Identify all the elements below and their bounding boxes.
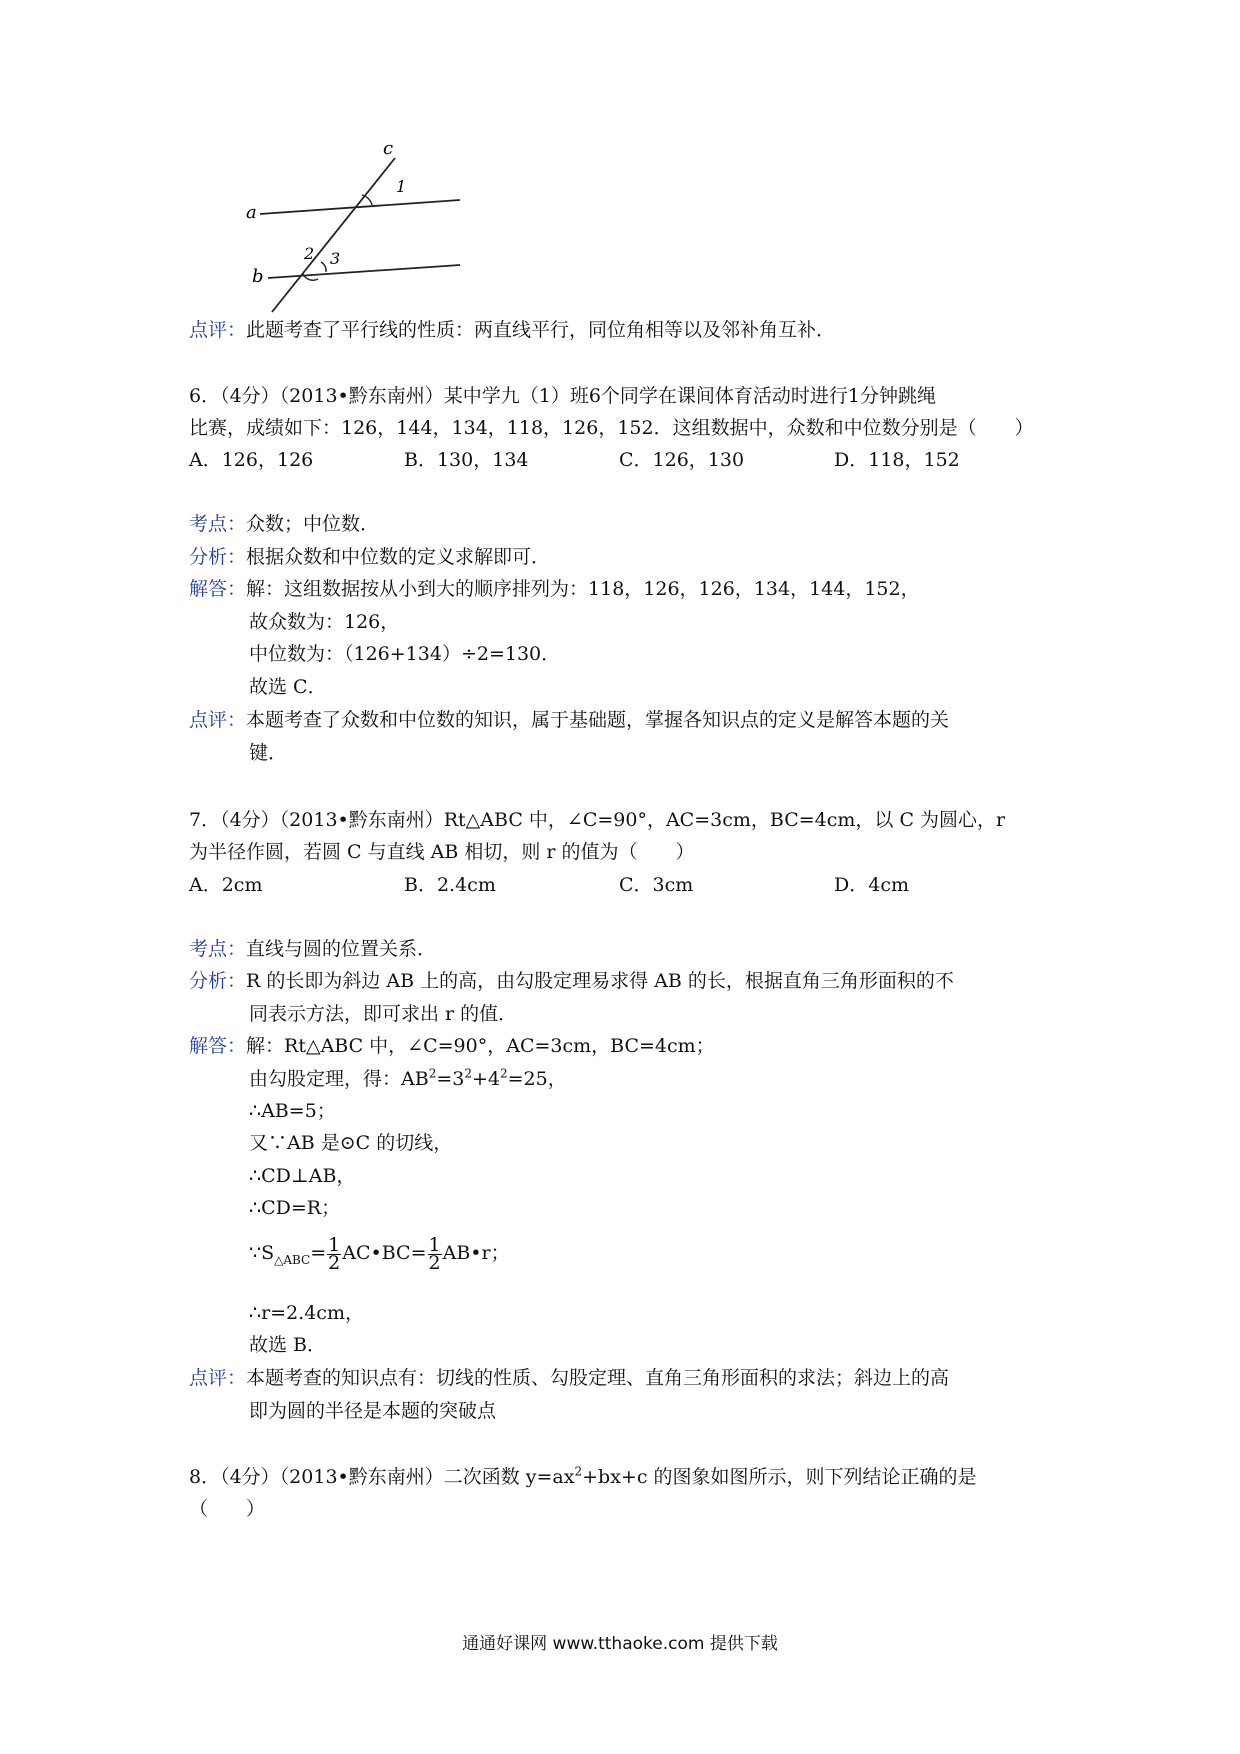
q6-dianping-line2: 键．	[249, 742, 288, 764]
line-c	[272, 158, 395, 312]
q8-stem-line2: （ ）	[189, 1498, 266, 1520]
q7-dianping-line1	[189, 1364, 949, 1392]
q6-fenxi-text: 根据众数和中位数的定义求解即可．	[246, 546, 551, 568]
q6-jieda-line2: 故众数为：126，	[249, 611, 400, 633]
q6-jieda-line3: 中位数为：（126+134）÷2=130．	[249, 643, 561, 665]
q7-jieda-line7	[249, 1233, 510, 1273]
q7-pythag-exp3: 2	[500, 1066, 508, 1081]
q6-dianping-label: 点评：	[189, 709, 247, 731]
q7-pythag-exp1: 2	[428, 1066, 437, 1081]
q7-fenxi-line2: 同表示方法，即可求出 r 的值．	[249, 1003, 518, 1025]
q7-stem-line1: 7．（4分）（2013•黔东南州）Rt△ABC 中，∠C=90°，AC=3cm，BC=4cm，以 C 为圆心，r	[189, 809, 1006, 831]
q6-option-c: C．126，130	[619, 449, 745, 471]
q7-pythag-text-d: =25，	[507, 1068, 567, 1090]
q7-option-d: D．4cm	[834, 874, 909, 896]
label-angle-2: 2	[304, 244, 315, 263]
q7-kaodian	[189, 935, 436, 963]
q7-fraction-2-num: 1	[428, 1233, 441, 1256]
q7-pythag-text-b: =3	[436, 1068, 465, 1090]
q7-jieda-line8: ∴r=2.4cm，	[249, 1302, 364, 1324]
q6-stem-line1: 6．（4分）（2013•黔东南州）某中学九（1）班6个同学在课间体育活动时进行1分钟跳绳	[189, 385, 937, 407]
q8-stem-line1	[189, 1463, 977, 1491]
q7-dianping-label: 点评：	[189, 1367, 247, 1389]
q7-pythag-text-c: +4	[471, 1068, 500, 1090]
q7-stem-line2: 为半径作圆，若圆 C 与直线 AB 相切，则 r 的值为（ ）	[189, 841, 695, 863]
q7-jieda-line1	[189, 1032, 715, 1060]
label-a: a	[246, 202, 257, 223]
q8-stem-text-b: +bx+c 的图象如图所示，则下列结论正确的是	[582, 1466, 977, 1488]
q7-area-text-b: =	[310, 1242, 327, 1264]
q6-jieda-line4: 故选 C．	[249, 676, 327, 698]
q6-stem-line2: 比赛，成绩如下：126，144，134，118，126，152．这组数据中，众数和中位数分别是（ ）	[189, 417, 1034, 439]
q7-fraction-1	[327, 1233, 341, 1274]
q6-dianping-line1	[189, 706, 949, 734]
q7-jieda-line5: ∴CD⊥AB，	[249, 1165, 356, 1187]
q7-kaodian-label: 考点：	[189, 938, 247, 960]
q6-options	[189, 446, 1049, 474]
q6-kaodian	[189, 510, 379, 538]
parallel-lines-figure	[240, 140, 470, 315]
q7-area-text-c: AC•BC=	[342, 1242, 427, 1264]
q7-area-text-a: ∵S	[249, 1242, 275, 1264]
q5-comment-text: 此题考查了平行线的性质：两直线平行，同位角相等以及邻补角互补．	[246, 319, 836, 341]
q7-area-text-d: AB•r；	[442, 1242, 510, 1264]
q7-fenxi-line1	[189, 967, 954, 995]
q6-fenxi	[189, 543, 550, 571]
q5-comment-label: 点评：	[189, 319, 247, 341]
q7-fraction-2-den: 2	[428, 1251, 441, 1274]
q7-area-subscript: △ABC	[274, 1252, 311, 1267]
q6-fenxi-label: 分析：	[189, 546, 247, 568]
q7-jieda-line3: ∴AB=5；	[249, 1100, 336, 1122]
q6-jieda-line1	[189, 575, 920, 603]
q6-option-a: A．126，126	[189, 449, 314, 471]
q6-option-b: B．130，134	[404, 449, 529, 471]
label-c: c	[383, 140, 394, 159]
q8-stem-text-a: 8．（4分）（2013•黔东南州）二次函数 y=ax	[189, 1466, 575, 1488]
q6-option-d: D．118，152	[834, 449, 960, 471]
q7-fraction-1-den: 2	[328, 1251, 341, 1274]
q7-jieda-line2	[249, 1065, 567, 1093]
q7-kaodian-text: 直线与圆的位置关系．	[246, 938, 437, 960]
q6-jieda-text1: 解：这组数据按从小到大的顺序排列为：118，126，126，134，144，152，	[246, 578, 920, 600]
q7-jieda-line4: 又∵AB 是⊙C 的切线，	[249, 1132, 453, 1154]
label-b: b	[252, 266, 264, 287]
q6-jieda-label: 解答：	[189, 578, 247, 600]
q7-fenxi-label: 分析：	[189, 970, 247, 992]
q6-kaodian-text: 众数；中位数．	[246, 513, 380, 535]
q7-dianping-line2: 即为圆的半径是本题的突破点	[249, 1400, 497, 1422]
q7-jieda-text1: 解：Rt△ABC 中，∠C=90°，AC=3cm，BC=4cm；	[246, 1035, 715, 1057]
q8-stem-exponent: 2	[574, 1464, 583, 1479]
q7-dianping-text1: 本题考查的知识点有：切线的性质、勾股定理、直角三角形面积的求法；斜边上的高	[246, 1367, 950, 1389]
q7-fenxi-text1: R 的长即为斜边 AB 上的高，由勾股定理易求得 AB 的长，根据直角三角形面积的不	[246, 970, 954, 992]
q5-comment	[189, 316, 835, 344]
q6-dianping-text1: 本题考查了众数和中位数的知识，属于基础题，掌握各知识点的定义是解答本题的关	[246, 709, 950, 731]
footer-source: 通通好课网 www.tthaoke.com 提供下载	[462, 1634, 778, 1654]
label-angle-3: 3	[330, 249, 341, 268]
q7-fraction-1-num: 1	[328, 1233, 341, 1256]
q7-fraction-2	[428, 1233, 442, 1274]
label-angle-1: 1	[396, 177, 407, 196]
q7-jieda-line6: ∴CD=R；	[249, 1197, 341, 1219]
q6-kaodian-label: 考点：	[189, 513, 247, 535]
q7-option-a: A．2cm	[189, 874, 263, 896]
q7-option-c: C．3cm	[619, 874, 694, 896]
q7-pythag-exp2: 2	[464, 1066, 472, 1081]
angle-3-arc	[321, 262, 326, 272]
q7-option-b: B．2.4cm	[404, 874, 496, 896]
line-b	[268, 265, 460, 278]
q7-jieda-label: 解答：	[189, 1035, 247, 1057]
q7-options	[189, 871, 1049, 899]
q7-pythag-text-a: 由勾股定理，得：AB	[249, 1068, 429, 1090]
q7-jieda-line9: 故选 B．	[249, 1334, 327, 1356]
